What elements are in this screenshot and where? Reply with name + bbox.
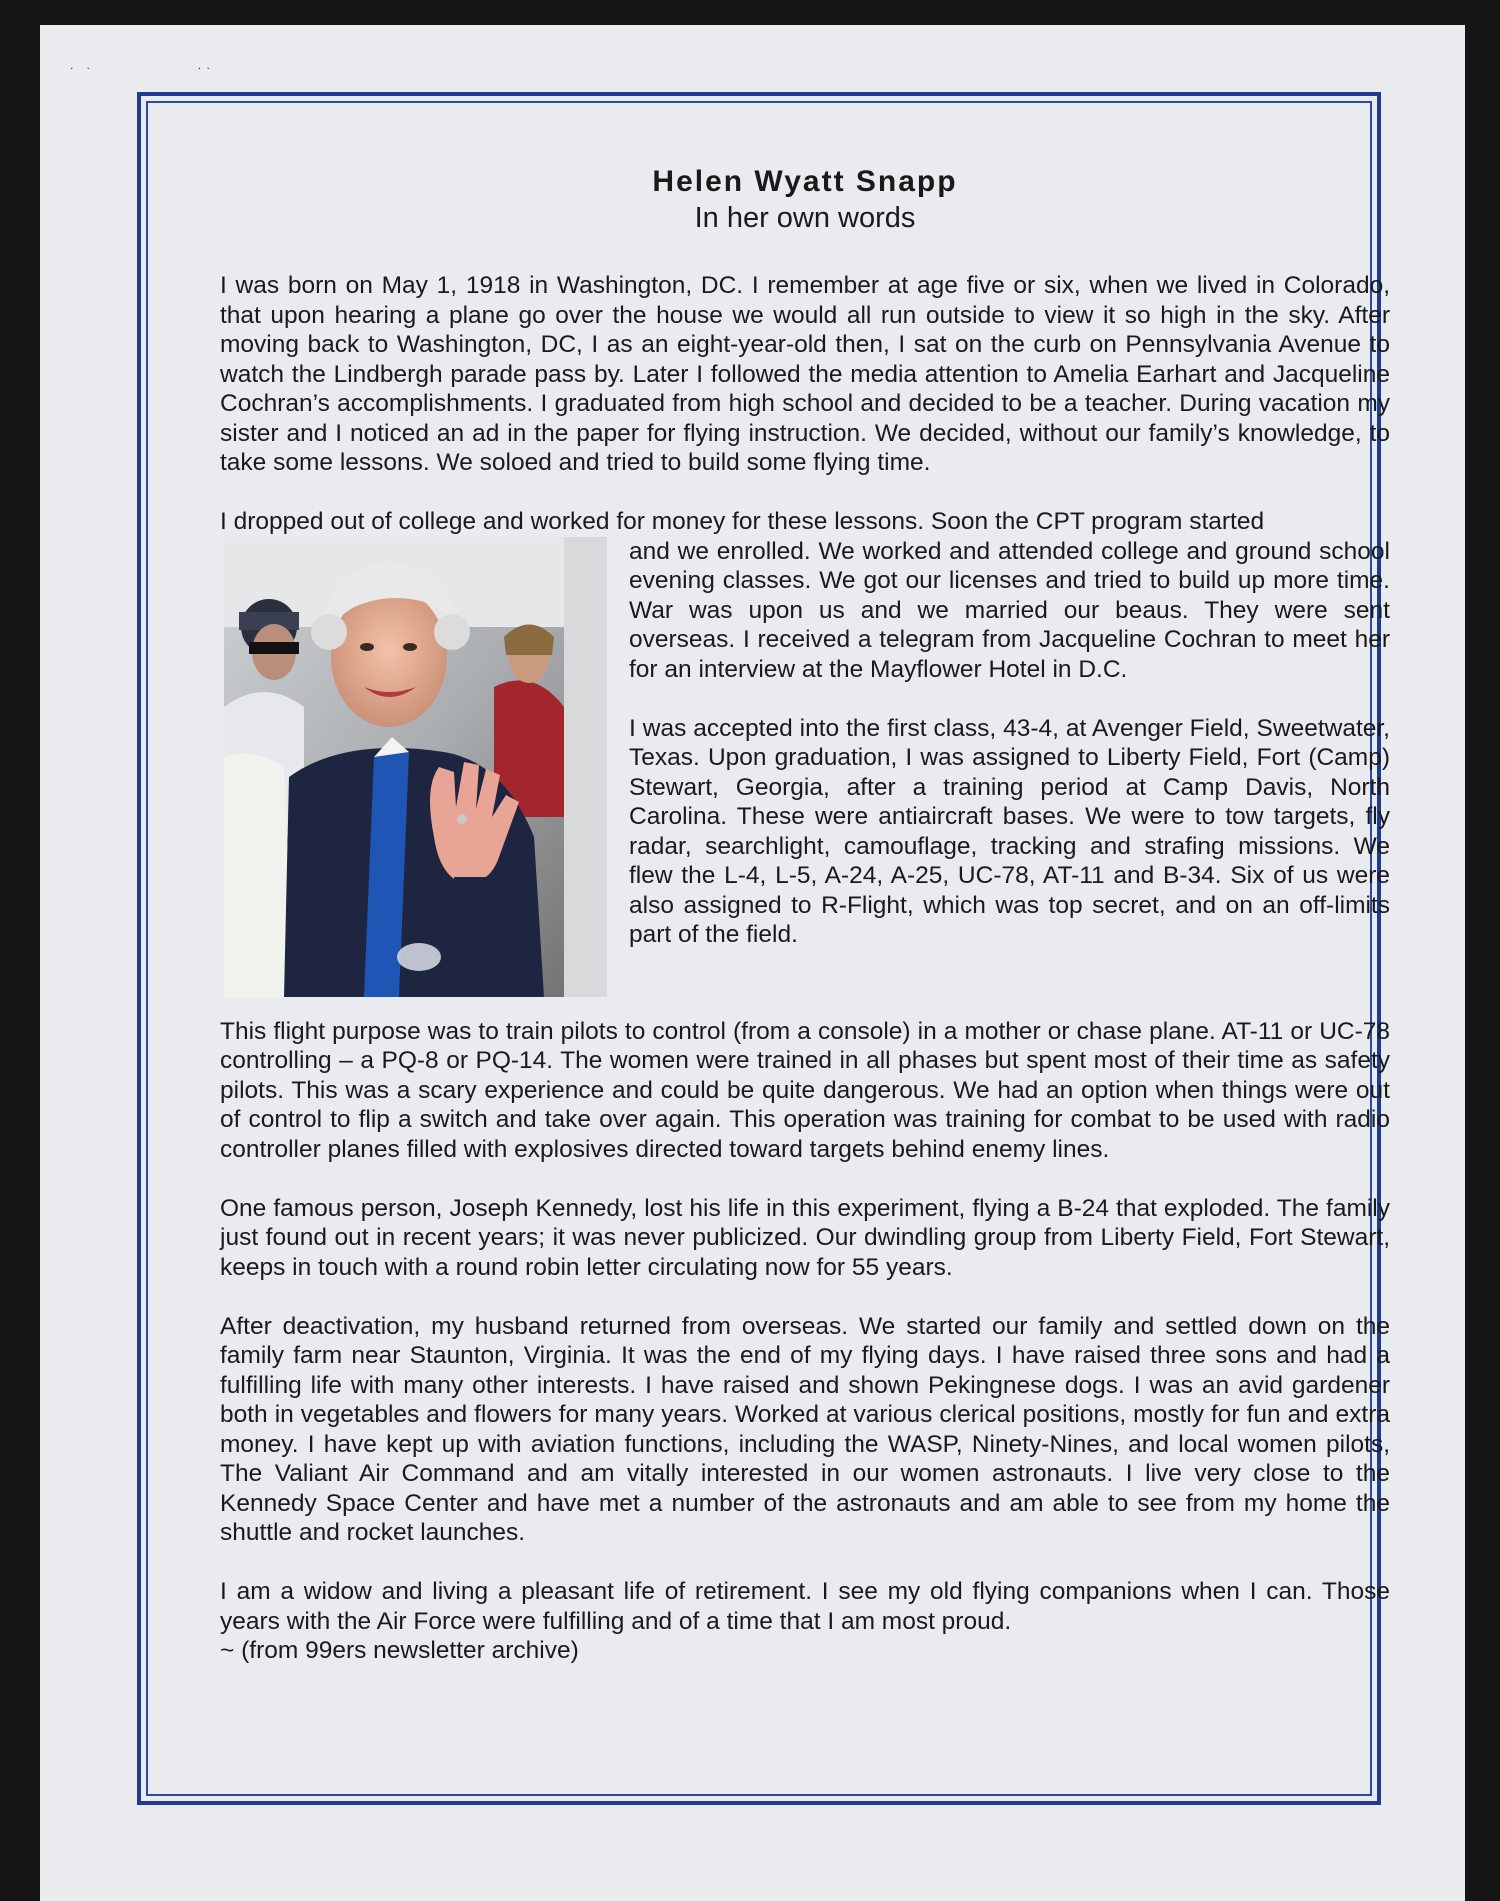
source-note: ~ (from 99ers newsletter archive) <box>220 1637 579 1664</box>
article-title: Helen Wyatt Snapp <box>652 165 958 198</box>
portrait-photo-image <box>224 537 607 997</box>
paragraph-1: I was born on May 1, 1918 in Washington, DC. I remember at age five or six, when we lived in Colorado, that upon hearing a plane go over the house we would all run outside to view it so high in the sky. After moving back to Washington, DC, I as an eight-year-old then, I sat on the curb on Pennsylvania Avenue to watch the Lindbergh parade pass by. Later I followed the media attention to Amelia Earhart and Jacqueline Cochran’s accomplishments. I graduated from high school and decided to be a teacher. During vacation my sister and I noticed an ad in the paper for flying instruction. We decided, without our family’s knowledge, to take some lessons. We soloed and tried to build some flying time. <box>220 272 1390 476</box>
article-subtitle: In her own words <box>694 202 916 234</box>
photo-section <box>220 507 1390 1007</box>
paragraph-7: I am a widow and living a pleasant life of retirement. I see my old flying companions when I can. Those years with the Air Force were fulfilling and of a time that I am most proud. <box>220 1578 1390 1635</box>
paper-page <box>40 25 1465 1901</box>
scan-specks: ˙ ˙ ˙˙ <box>70 65 216 81</box>
paragraph-5: One famous person, Joseph Kennedy, lost his life in this experiment, flying a B-24 that exploded. The family just found out in recent years; it was never publicized. Our dwindling group from Liberty Field, Fort Stewart, keeps in touch with a round robin letter circulating now for 55 years. <box>220 1194 1390 1281</box>
paragraph-3: I was accepted into the first class, 43-4, at Avenger Field, Sweetwater, Texas. Upon graduation, I was assigned to Liberty Field, Fort (Camp) Stewart, Georgia, after a training period at Camp Davis, North Carolina. These were antiaircraft bases. We were to tow targets, fly radar, searchlight, camouflage, tracking and strafing missions. We flew the L-4, L-5, A-24, A-25, UC-78, AT-11 and B-34. Six of us were also assigned to R-Flight, which was top secret, and on an off-limits part of the field. <box>629 714 1390 948</box>
paragraph-2-wrap: and we enrolled. We worked and attended college and ground school evening classes. We got our licenses and tried to build up more time. War was upon us and we married our beaus. They were sent overseas. I received a telegram from Jacqueline Cochran to meet her for an interview at the Mayflower Hotel in D.C. <box>629 537 1390 683</box>
paragraph-2-lead: I dropped out of college and worked for money for these lessons. Soon the CPT program started <box>220 508 1265 535</box>
paragraph-6: After deactivation, my husband returned from overseas. We started our family and settled down on the family farm near Staunton, Virginia. It was the end of my flying days. I have raised three sons and had a fulfilling life with many other interests. I have raised and shown Pekingnese dogs. I was an avid gardener both in vegetables and flowers for many years. Worked at various clerical positions, mostly for fun and extra money. I have kept up with aviation functions, including the WASP, Ninety-Nines, and local women pilots, The Valiant Air Command and am vitally interested in our women astronauts. I live very close to the Kennedy Space Center and have met a number of the astronauts and am able to see from my home the shuttle and rocket launches. <box>220 1312 1390 1546</box>
portrait-photo <box>224 537 607 997</box>
article <box>220 165 1390 1666</box>
paragraph-4: This flight purpose was to train pilots to control (from a console) in a mother or chase plane. AT-11 or UC-78 controlling – a PQ-8 or PQ-14. The women were trained in all phases but spent most of their time as safety pilots. This was a scary experience and could be quite dangerous. We had an option when things were out of control to flip a switch and take over again. This operation was training for combat to be used with radio controller planes filled with explosives directed toward targets behind enemy lines. <box>220 1017 1390 1163</box>
